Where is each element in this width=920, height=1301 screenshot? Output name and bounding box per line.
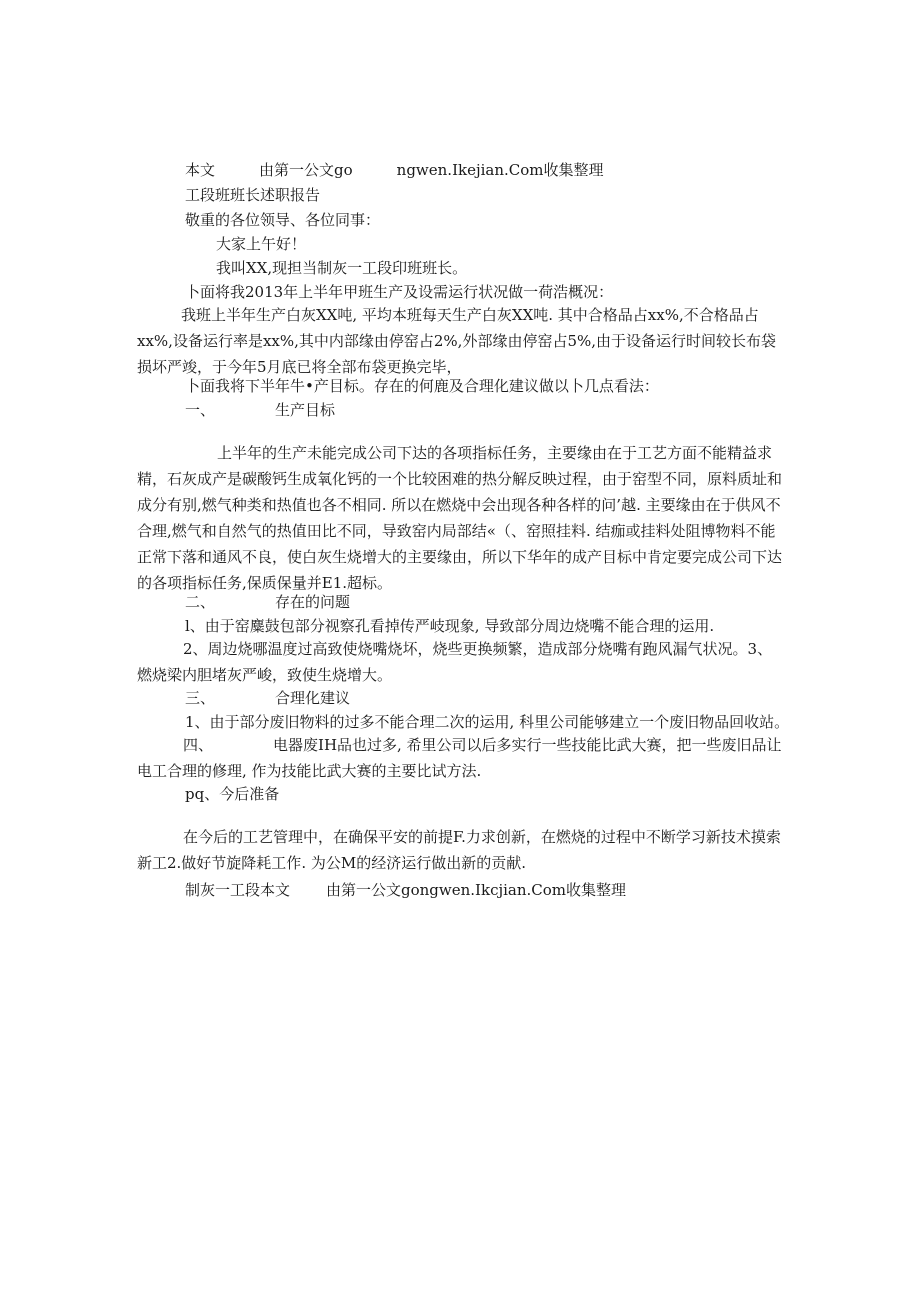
suggestion-1: 1、由于部分废旧物料的过多不能合理二次的运用, 科里公司能够建立一个废旧物品回收站。 [185, 713, 790, 731]
section-1-number: 一、 [185, 401, 216, 419]
section-5-heading: pq、今后准备 [185, 785, 280, 803]
footer-source-part2: 由第一公文gongwen.Ikcjian.Com收集整理 [326, 881, 627, 899]
section-3-number: 三、 [185, 689, 216, 707]
issue-1: l、由于窑麋鼓包部分视察孔看掉传严岐现象, 导致部分周边烧嘴不能合理的运用. [185, 617, 715, 635]
next-half-intro: 卜面我将下半年牛•产目标。存在的何鹿及合理化建议做以卜几点看法： [185, 377, 659, 395]
section-1-paragraph: 上半年的生产未能完成公司下达的各项指标任务，主要缘由在于工艺方面不能精益求精，石灰成产是碳酸钙生成氧化钙的一个比较困难的热分解反映过程，由于窑型不同，原料质址和成分有别,燃气种类和热值也各不相同. 所以在燃烧中会出现各种各样的问’越. 主要缘由在于供风不合理,燃气和自然气的热值田比不同，导致窑内局部结«（、窑照挂料. 结痂或挂料处阻博物料不能正常下落和通风不良，使白灰生烧增大的主要缘由，所以下华年的成产目标中肯定要完成公司下达的各项指标任务,保质保量并E1.超标。 [137, 444, 783, 592]
header-source-part1: 本文 [185, 161, 216, 179]
section-4-text: 电器废IH品也过多, 希里公司以后多实行一些技能比武大赛，把一些废旧品让电工合理的修理, 作为技能比武大赛的主要比试方法. [137, 736, 782, 780]
report-paragraph: 我班上半年生产白灰XX吨, 平均本班每天生产白灰XX吨. 其中合格品占xx%,不合格品占xx%,设备运行率是xx%,其中内部缘由停窑占2%,外部缘由停窑占5%,由于设备运行时间较长布袋损坏严竣，于今年5月底已将全部布袋更换完毕， [137, 306, 777, 376]
greeting: 大家上午好！ [216, 235, 307, 253]
section-4-paragraph [137, 732, 787, 784]
salutation: 敬重的各位领导、各位同事： [185, 211, 381, 229]
section-2-heading [185, 590, 350, 614]
footer-source-part1: 制灰一工段本文 [185, 881, 291, 899]
header-source-line [185, 158, 604, 182]
section-1-heading [185, 398, 335, 422]
section-1-title: 生产目标 [275, 401, 336, 419]
issue-2-paragraph: 2、周边烧哪温度过高致使烧嘴烧坏，烧些更换频繁，造成部分烧嘴有跑风漏气状况。3、燃烧梁内胆堵灰严峻，致使生烧增大。 [137, 640, 773, 684]
section-2-title: 存在的问题 [275, 593, 351, 611]
header-source-part3: ngwen.Ikejian.Com收集整理 [396, 161, 604, 179]
overview: 卜面将我2013年上半年甲班生产及设需运行状况做一荷浩概况： [185, 283, 614, 301]
section-2-number: 二、 [185, 593, 216, 611]
section-4-number: 四、 [183, 736, 214, 754]
plan-paragraph: 在今后的工艺管理中，在确保平安的前提F.力求创新，在燃烧的过程中不断学习新技术摸索新工2.做好节旋降耗工作. 为公M的经济运行做出新的贡献. [137, 828, 781, 872]
footer-source-line [185, 878, 626, 902]
section-3-title: 合理化建议 [275, 689, 351, 707]
section-3-heading [185, 686, 350, 710]
intro: 我叫XX,现担当制灰一工段印班班长。 [216, 259, 468, 277]
document-title: 工段班班长述职报告 [185, 186, 321, 204]
header-source-part2: 由第一公文go [259, 161, 353, 179]
